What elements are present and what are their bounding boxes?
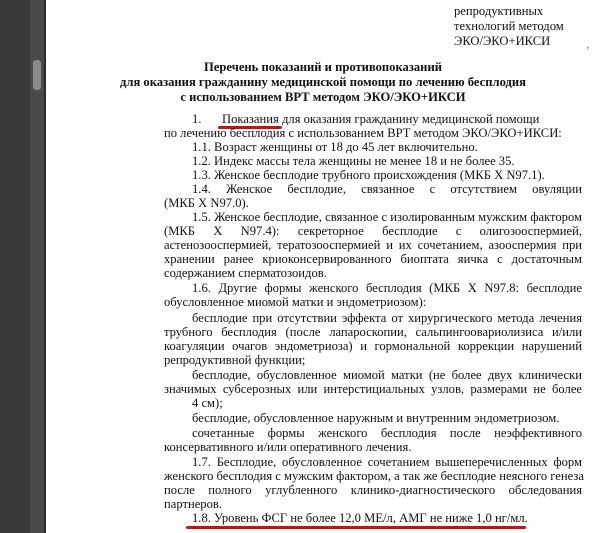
header-line-3: ЭКО/ЭКО+ИКСИ (454, 34, 551, 48)
item-1-6-line-3: бесплодие при отсутствии эффекта от хирургического метода лечения (192, 311, 582, 325)
viewer-side-panel (0, 0, 30, 533)
item-1-number: 1. (192, 112, 202, 126)
item-1-6-line-5: коагуляции очагов эндометриоза) и гормональной коррекции нарушений (164, 339, 582, 353)
title-line-3: с использованием ВРТ методом ЭКО/ЭКО+ИКСИ (180, 90, 466, 104)
item-1-6-line-9: 4 см); (192, 396, 223, 410)
item-1-5-line-3: астенозооспермией, тератозооспермией и их сочетанием, азооспермия при (164, 238, 582, 252)
item-1-7-line-2: женского бесплодия с мужским фактором, а так же бесплодие неясного генеза (164, 469, 584, 483)
scan-mark: ’ (586, 46, 590, 57)
item-1-text: для оказания гражданину медицинской помощи (282, 112, 540, 126)
item-1-line-2: по лечению бесплодия с использованием ВРТ методом ЭКО/ЭКО+ИКСИ: (164, 126, 562, 140)
item-1-5-line-5: содержанием сперматозоидов. (164, 266, 327, 280)
item-1-6-line-6: репродуктивной функции; (164, 353, 306, 367)
item-1-6-line-7: бесплодие, обусловленное миомой матки (не более двух клинически (192, 368, 582, 382)
item-1-7-line-4: партнеров. (164, 497, 222, 511)
item-1-1: 1.1. Возраст женщины от 18 до 45 лет включительно. (192, 140, 478, 154)
title-line-1: Перечень показаний и противопоказаний (204, 60, 442, 74)
item-1-6-line-2: обусловленное миомой матки и эндометриозом): (164, 295, 427, 309)
title-line-2: для оказания гражданину медицинской помощи по лечению бесплодия (120, 75, 526, 89)
item-1-6-line-1: 1.6. Другие формы женского бесплодия (МКБ X N97.8: бесплодие (192, 281, 582, 295)
item-1-5-line-4: хранении ранее криоконсервированного биоптата яичка с достаточным (164, 252, 582, 266)
indications-keyword: Показания (222, 112, 279, 126)
item-1-8: 1.8. Уровень ФСГ не более 12,0 МЕ/л, АМГ не ниже 1,0 нг/мл. (192, 511, 528, 525)
red-underline-fsh-amh (186, 526, 526, 529)
item-1-6-line-4: трубного бесплодия (после лапароскопии, сальпингоовариолизиса и/или (164, 325, 582, 339)
header-line-2: технологий методом (454, 19, 564, 33)
document-page (46, 0, 600, 533)
item-1-6-line-10: бесплодие, обусловленное наружным и внутренним эндометриозом. (192, 411, 560, 425)
item-1-6-line-8: значимых субсерозных или интерстициальных узлов, размерами не более (164, 382, 582, 396)
item-1-4-line-2: (МКБ X N97.0). (164, 196, 249, 210)
item-1-3: 1.3. Женское бесплодие трубного происхождения (МКБ X N97.1). (192, 168, 545, 182)
item-1-7-line-1: 1.7. Бесплодие, обусловленное сочетанием вышеперечисленных форм (192, 455, 582, 469)
scrollbar-thumb[interactable] (33, 60, 41, 90)
item-1-4-line-1: 1.4. Женское бесплодие, связанное с отсутствием овуляции (192, 182, 582, 196)
item-1-6-line-11: сочетанные формы женского бесплодия после неэффективного (192, 426, 582, 440)
item-1-6-line-12: консервативного и/или оперативного лечения. (164, 440, 412, 454)
item-1-5-line-1: 1.5. Женское бесплодие, связанное с изолированным мужским фактором (192, 210, 582, 224)
item-1-7-line-3: после полного углубленного клинико-диагностического обследования (164, 483, 582, 497)
item-1-2: 1.2. Индекс массы тела женщины не менее 18 и не более 35. (192, 154, 515, 168)
header-line-1: репродуктивных (454, 4, 544, 18)
item-1-5-line-2: (МКБ X N97.4): секреторное бесплодие с олигозооспермией, (164, 224, 582, 238)
